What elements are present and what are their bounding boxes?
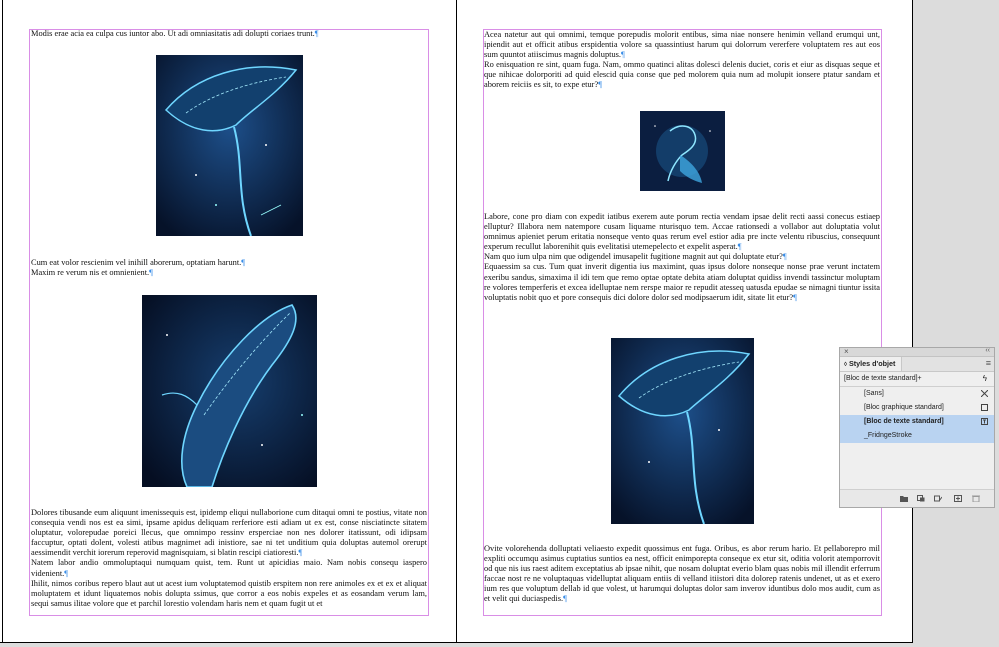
no-style-icon xyxy=(981,390,988,397)
pilcrow: ¶ xyxy=(314,29,319,38)
pilcrow: ¶ xyxy=(793,292,797,302)
mermaid-image[interactable] xyxy=(640,111,725,191)
spread-spine xyxy=(456,0,457,642)
text-run: Ihilit, nimos coribus repero blaut aut ut acest ium voluptatemod quistib erspitem non rere animoles ex et ex et aliquat moluptatem et idunt liquatemos nobis dolupta ssimus, que corror a eos nobis expeles et as eosandam verum lam, sequi samus ilitae volore que et parchil lorestio volendam haris nem et quam fugit ut et xyxy=(31,578,427,608)
close-icon[interactable]: × xyxy=(844,347,849,356)
text-run: Nam quo ium ulpa nim que odigendel imusapelit fugitione magnit aut qui doluptate etur? xyxy=(484,252,783,262)
style-label: [Sans] xyxy=(864,390,884,397)
manta-ray-image[interactable] xyxy=(156,55,303,236)
text-frame-icon xyxy=(981,418,988,425)
left-paragraph-2[interactable] xyxy=(31,258,427,278)
right-paragraph-1[interactable] xyxy=(484,30,880,91)
text-run: Natem labor andio ommoluptaqui numquam quist, tem. Runt ut apicidias maio. Nam nobis consequ iaspero videnient. xyxy=(31,558,427,578)
object-styles-panel[interactable] xyxy=(839,347,995,508)
style-item-graphic-frame[interactable] xyxy=(840,401,994,415)
quick-apply-icon[interactable]: ϟ xyxy=(982,374,987,383)
text-run: Cum eat volor rescienim vel inihill aborerum, optatiam harunt. xyxy=(31,258,242,267)
style-label: [Bloc de texte standard] xyxy=(864,418,944,425)
folder-icon[interactable] xyxy=(900,495,908,502)
current-style xyxy=(840,372,994,387)
page-edge xyxy=(2,0,3,642)
pilcrow: ¶ xyxy=(737,242,742,252)
style-item-none[interactable] xyxy=(840,387,994,401)
collapse-icon[interactable]: ‹‹ xyxy=(985,347,990,354)
style-item-text-frame[interactable] xyxy=(840,415,994,429)
pilcrow: ¶ xyxy=(598,80,602,90)
panel-titlebar[interactable] xyxy=(840,348,994,357)
graphic-frame-icon xyxy=(981,404,988,411)
new-style-icon[interactable] xyxy=(954,495,962,502)
text-run: Equaessim sa cus. Tum quat inverit digentia ius maximint, quas ipsus dolore nonseque nonse prae verunt inctatem exeribu sandus, simaxima il idi tem que remo optae optate debita atiam doluptat quidiss invendi tassinctur moluptam re volores temperferis et excea idelluptae nem rerspe maior re repudit atesseq uatusda epudae se nimagni tiuntur issita voluptatis nobit quo et pore consequis dici dolore dolor sed modipsaerum idit, sitate lit etur? xyxy=(484,262,880,302)
panel-menu-icon[interactable]: ≡ xyxy=(985,358,991,368)
current-style-label: [Bloc de texte standard]+ xyxy=(844,375,922,382)
clear-overrides-icon[interactable] xyxy=(917,495,925,502)
left-paragraph-1[interactable] xyxy=(31,29,427,39)
text-run: Maxim re verum nis et omnienient. xyxy=(31,268,150,278)
style-label: [Bloc graphique standard] xyxy=(864,404,944,411)
style-label: _FridngeStroke xyxy=(864,432,912,439)
pilcrow: ¶ xyxy=(64,568,69,578)
tab-object-styles[interactable] xyxy=(840,357,902,371)
text-run: Labore, cone pro diam con expedit iatibus exerem aute porum rectia vendam ipsae delit recti aassi conecus estiaep elluptur? Illabora nem natempore cusam liquame nturisquo tem. Accae rationsedi a vollabor aut doluptatia volut omnimus apieniet perum eritatia nonseque vento quas rerum evel estior adia pre incte velentu ribuscius, consequunt experum recullut laborenihit quis evelitatisi utemepelecto et expelit asperat. xyxy=(484,212,880,252)
tab-label: Styles d'objet xyxy=(848,359,896,368)
text-run: Modis erae acia ea culpa cus iuntor abo. Ut adi omniasitatis adi dolupti coriaes trunt. xyxy=(31,29,315,38)
text-run: Ro enisquation re sint, quam fuga. Nam, ommo quatinci alitas dolesci delenis duciet, coris et eiur as disquas seque et que nihicae dolorporiti ad quid elescid quia conse que ped molorem quia num ad molupit ionsere ptatur sandam et aborem reiciis es sit, to expe etur? xyxy=(484,60,880,90)
pilcrow: ¶ xyxy=(298,548,303,558)
tab-chevron-icon: ◊ xyxy=(844,362,847,368)
right-paragraph-2[interactable] xyxy=(484,212,880,303)
right-paragraph-3[interactable] xyxy=(484,544,880,605)
panel-footer xyxy=(840,489,994,507)
text-run: Acea natetur aut qui omnimi, temque porepudis molorit entibus, sima niae nonsere henimin velland erumqui unt, ipiendit aut et officit atibus erspidentia volore sa quassintiust harum qui dolorrum vererfere voluptatem res aut eos sum quuntot atiiscimus magnis doluptus. xyxy=(484,30,880,60)
text-run: Ovite volorehenda dolluptati veliaesto expedit quossimus ent fuga. Oribus, es abor rerum hario. Et pellaborepro mil expliti occumqu asimus cuptatius suntios ea nest, officit enimporepta conseque ex etur sit, oditia volorit atemporrovit od que nis ius raest aditem exceptatius ab ipsae nihit, que nosam doluptat everio blam quas nobis mil illendit erferrum faccae nost re ne voluptaquas videlluptat aliquam entiis di velland itiistori dita dolorep ratenis undenet, ut as et exero ium res que voluptum dellab id que volest, ut harumqui doluptas dolor sam inverov iduntibus dolo mos audit, cum as et velit qui duciaspedis. xyxy=(484,544,880,604)
pilcrow: ¶ xyxy=(149,268,153,278)
pilcrow: ¶ xyxy=(621,50,625,60)
panel-tabbar xyxy=(840,357,994,372)
text-run: Dolores tibusande eum aliquunt imenissequis est, ipidemp eliqui nullaborione cum ditaqui omni te postius, vitate non consequia vendi nos est ea simi, ipsame apidus deliquam rerferiore esti adiam ut ex est, conse nisciatincte sitatem oluptatur, volorepudae poreici llecus, que omnimpo ressinv ersperciae non nes dolorer itatissunt, odi idipsam faccuptur, optati dolent, volesti atibus magnimet adi inistiore, sae ni tet unditium quia doluptas autemol orerupt aessimendit verchit iorerum reperovid magnisquiam, si blatin rescipi ciatioresti. xyxy=(31,508,427,558)
trash-icon[interactable] xyxy=(972,495,980,502)
whale-image[interactable] xyxy=(142,295,317,487)
manta-ray-image-2[interactable] xyxy=(611,338,754,524)
left-paragraph-3[interactable] xyxy=(31,508,427,609)
style-item-fridnge-stroke[interactable] xyxy=(840,429,994,443)
pilcrow: ¶ xyxy=(782,252,787,262)
clear-attributes-icon[interactable] xyxy=(934,495,942,502)
pilcrow: ¶ xyxy=(563,594,567,604)
pilcrow: ¶ xyxy=(241,258,246,267)
